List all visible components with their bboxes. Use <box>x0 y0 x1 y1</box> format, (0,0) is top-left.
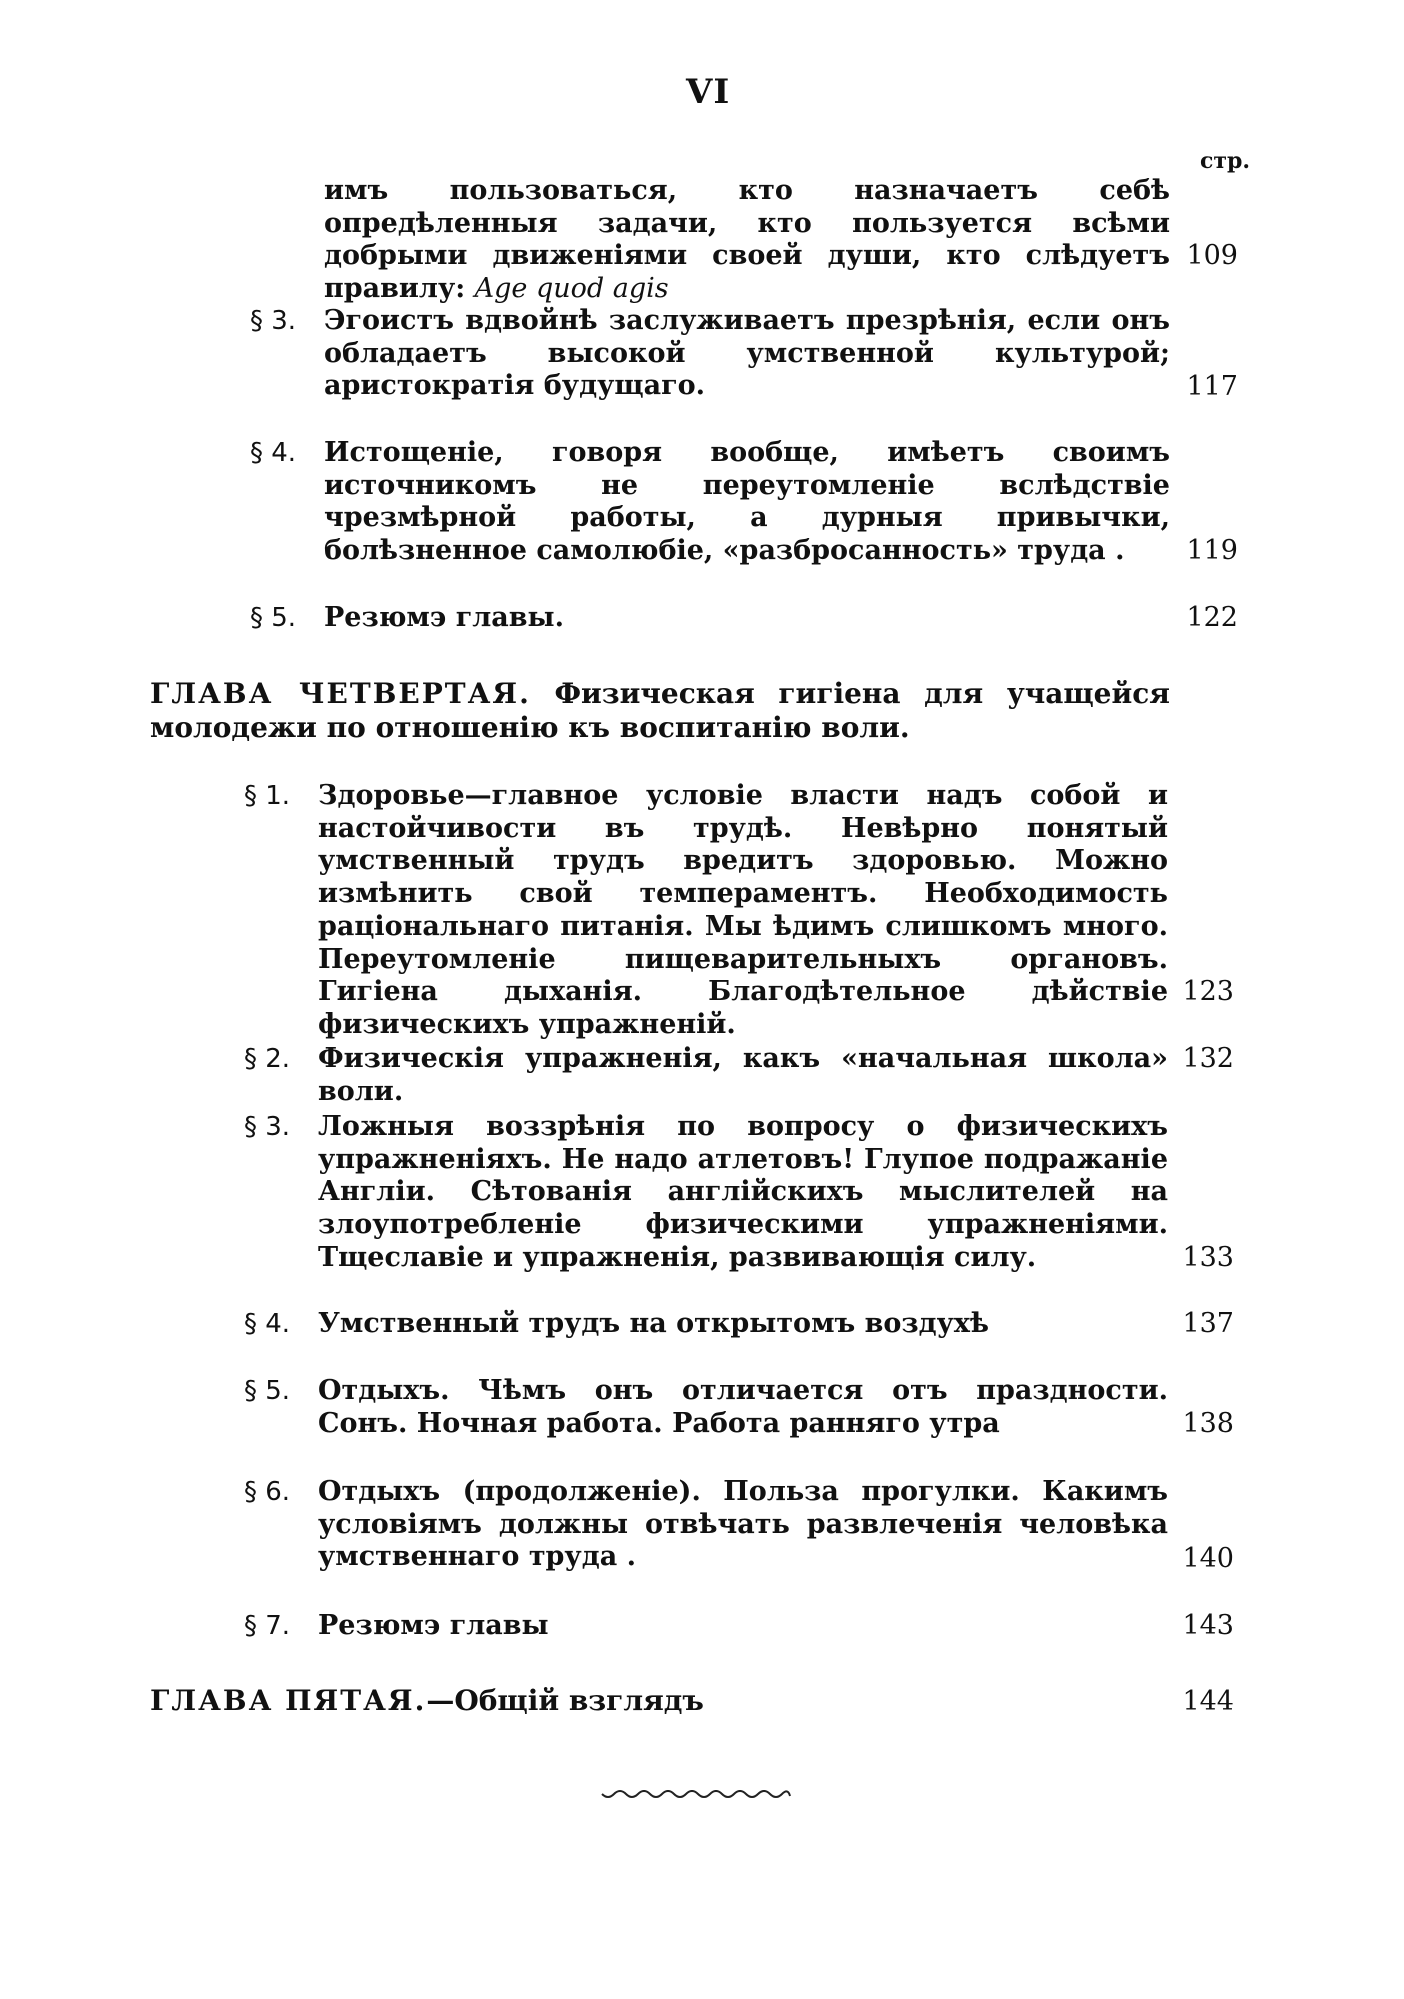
section-number: § 3. <box>250 306 297 336</box>
page-ref: 140 <box>1182 1543 1234 1574</box>
toc-entry-ch4-section-1 <box>244 780 1168 1042</box>
entry-text: имъ пользоваться, кто назначаетъ себѣ опредѣленныя задачи, кто пользуется всѣми добрыми движеніями своей души, кто слѣдуетъ правилу: <box>324 175 1170 305</box>
entry-text: Отдыхъ. Чѣмъ онъ отличается отъ праздности. Сонъ. Ночная работа. Работа ранняго утра <box>318 1375 1168 1439</box>
page-ref: 133 <box>1182 1242 1234 1273</box>
toc-entry-section-5 <box>250 602 1170 635</box>
page-ref: 138 <box>1182 1408 1234 1439</box>
section-number: § 4. <box>250 438 297 468</box>
page-ref: 144 <box>1182 1686 1234 1717</box>
chapter-title: ГЛАВА ПЯТАЯ. <box>150 1684 427 1717</box>
chapter-subtitle: —Общій взглядъ <box>426 1684 704 1717</box>
chapter-five-heading <box>150 1684 1050 1718</box>
toc-entry-section-3 <box>250 305 1170 403</box>
toc-entry-ch4-section-6 <box>244 1476 1168 1574</box>
section-number: § 5. <box>244 1376 291 1406</box>
section-number: § 3. <box>244 1112 291 1142</box>
entry-text: Резюмэ главы <box>318 1610 549 1641</box>
page-ref: 117 <box>1186 371 1238 402</box>
toc-entry-ch4-section-3 <box>244 1111 1168 1275</box>
toc-entry-ch4-section-4 <box>244 1308 1168 1341</box>
ornament-divider <box>600 1790 792 1802</box>
section-number: § 4. <box>244 1309 291 1339</box>
entry-text: Отдыхъ (продолженіе). Польза прогулки. Какимъ условіямъ должны отвѣчать развлеченія человѣка умственнаго труда . <box>318 1476 1168 1573</box>
page-ref: 109 <box>1186 240 1238 271</box>
toc-entry-continuation <box>324 175 1170 306</box>
page-ref: 143 <box>1182 1610 1234 1641</box>
page-ref: 132 <box>1182 1043 1234 1074</box>
section-number: § 2. <box>244 1044 291 1074</box>
entry-text: Истощеніе, говоря вообще, имѣетъ своимъ источникомъ не переутомленіе вслѣдствіе чрезмѣрной работы, а дурныя привычки, болѣзненное самолюбіе, «разбросанность» труда . <box>324 437 1170 567</box>
section-number: § 5. <box>250 603 297 633</box>
section-number: § 6. <box>244 1477 291 1507</box>
toc-entry-section-4 <box>250 437 1170 568</box>
toc-entry-ch4-section-2 <box>244 1043 1168 1108</box>
entry-text: Здоровье—главное условіе власти надъ собой и настойчивости въ трудѣ. Невѣрно понятый умственный трудъ вредитъ здоровью. Можно измѣнить свой темпераментъ. Необходимость раціональнаго питанія. Мы ѣдимъ слишкомъ много. Переутомленіе пищеварительныхъ органовъ. Гигіена дыханія. Благодѣтельное дѣйствіе физическихъ упражненій. <box>318 780 1168 1040</box>
chapter-title: ГЛАВА ЧЕТВЕРТАЯ. <box>150 677 531 710</box>
page-ref: 137 <box>1182 1308 1234 1339</box>
entry-text: Умственный трудъ на открытомъ воздухѣ <box>318 1308 989 1339</box>
page-ref: 119 <box>1186 535 1238 566</box>
page-column-label: стр. <box>1200 148 1251 174</box>
chapter-subtitle: Физическая гигіена для учащейся молодежи по отношенію къ воспитанію воли. <box>150 677 1170 744</box>
section-number: § 1. <box>244 781 291 811</box>
entry-text: Эгоистъ вдвойнѣ заслуживаетъ презрѣнія, если онъ обладаетъ высокой умственной культурой; аристократія будущаго. <box>324 305 1170 402</box>
section-number: § 7. <box>244 1611 291 1641</box>
toc-entry-ch4-section-7 <box>244 1610 1168 1643</box>
entry-text: Ложныя воззрѣнія по вопросу о физическихъ упражненіяхъ. Не надо атлетовъ! Глупое подражаніе Англіи. Сѣтованія англійскихъ мыслителей на злоупотребленіе физическими упражненіями. Тщеславіе и упражненія, развивающія силу. <box>318 1111 1168 1273</box>
entry-text: Физическія упражненія, какъ «начальная школа» воли. <box>318 1043 1168 1107</box>
page-number: VI <box>686 72 731 112</box>
toc-entry-ch4-section-5 <box>244 1375 1168 1440</box>
page-ref: 123 <box>1182 976 1234 1007</box>
page-ref: 122 <box>1186 602 1238 633</box>
entry-italic-motto: Age quod agis <box>474 273 669 305</box>
chapter-four-heading <box>150 677 1170 745</box>
entry-text: Резюмэ главы. <box>324 602 564 633</box>
